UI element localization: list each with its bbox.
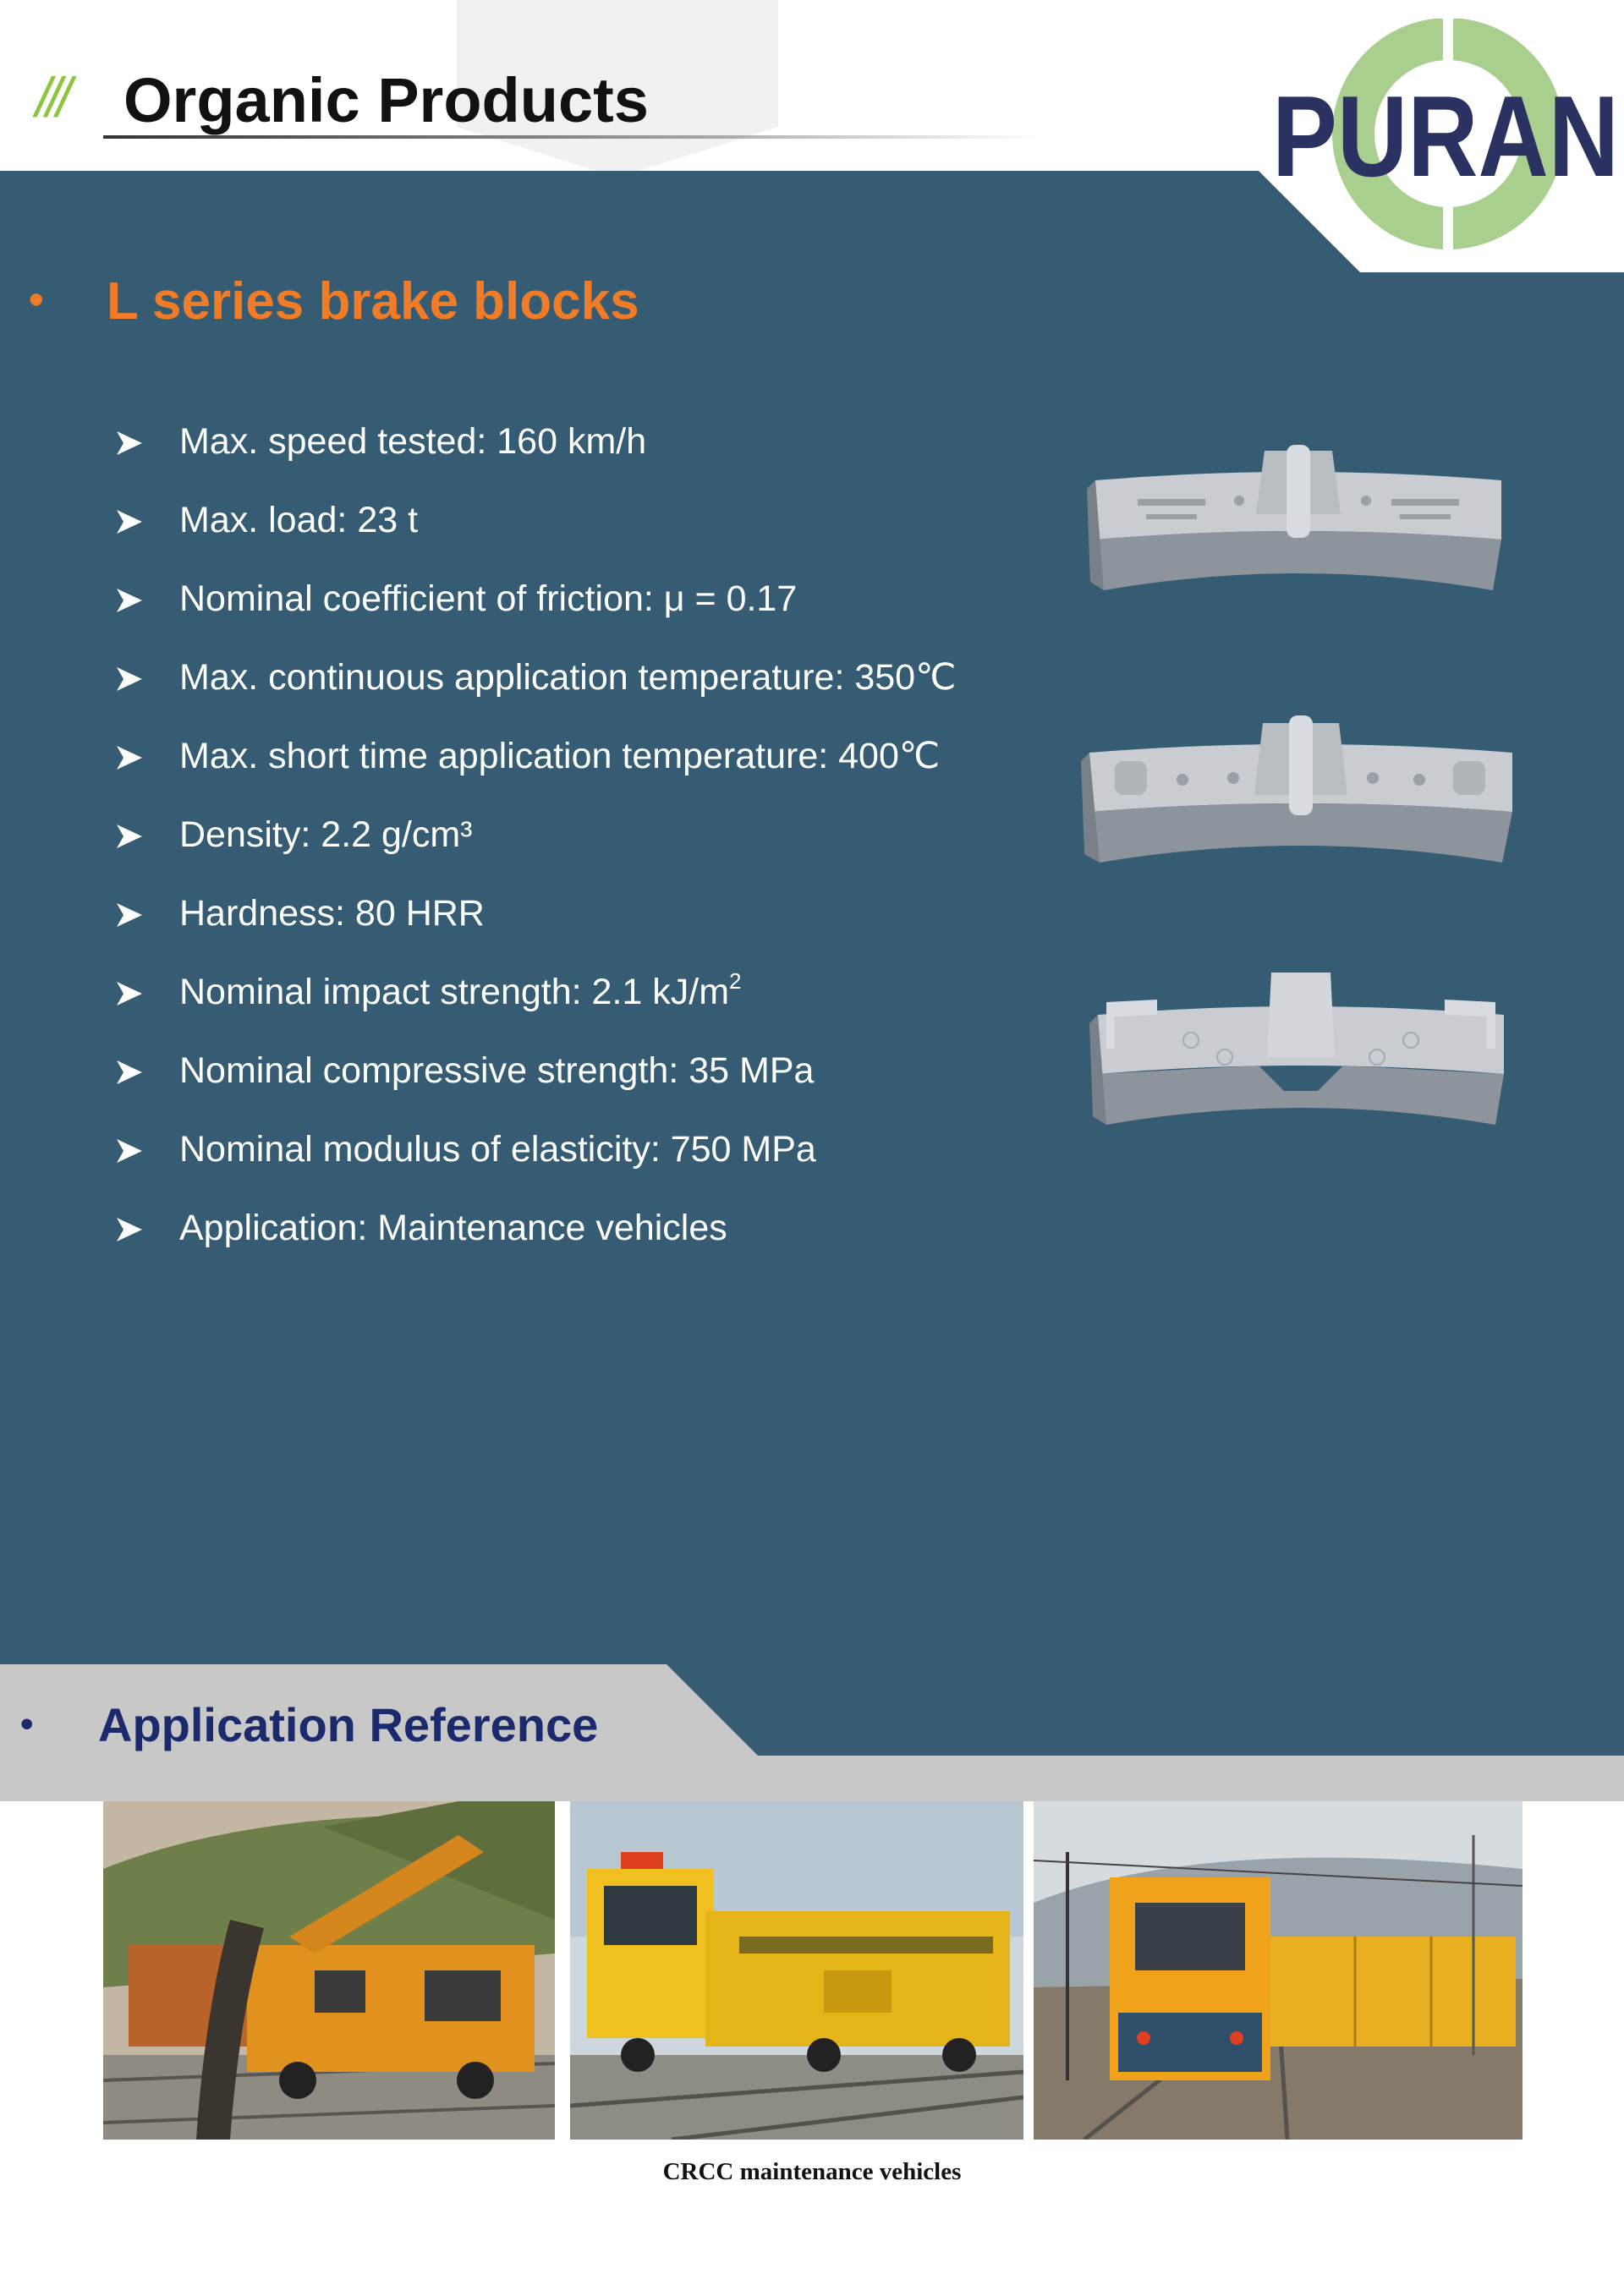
arrowhead-bullet-icon: [117, 890, 179, 927]
spec-item: [117, 575, 956, 654]
spec-text: Max. short time application temperature: 400℃: [179, 736, 941, 776]
tamping-machine-photo: [570, 1801, 1023, 2140]
title-slashes: ///: [36, 66, 68, 129]
spec-text: Nominal modulus of elasticity: 750 MPa: [179, 1129, 816, 1170]
photo-caption: CRCC maintenance vehicles: [662, 2158, 962, 2185]
spec-item: [117, 968, 956, 1047]
logo-text: PURAN: [1272, 72, 1619, 200]
application-title: Application Reference: [98, 1698, 599, 1751]
spec-list: [117, 418, 956, 1283]
spec-item: [117, 1126, 956, 1204]
spec-text: Hardness: 80 HRR: [179, 893, 485, 934]
arrowhead-bullet-icon: [117, 811, 179, 848]
arrowhead-bullet-icon: [117, 496, 179, 534]
arrowhead-bullet-icon: [117, 968, 179, 1006]
arrowhead-bullet-icon: [117, 732, 179, 770]
brake-block-holes-icon: [1081, 702, 1521, 871]
spec-item: [117, 418, 956, 496]
spec-text: Max. speed tested: 160 km/h: [179, 421, 647, 462]
spec-text: [179, 968, 742, 1016]
spec-text: Application: Maintenance vehicles: [179, 1208, 727, 1248]
spec-item: [117, 654, 956, 732]
brake-block-clip-icon: [1089, 964, 1512, 1133]
arrowhead-bullet-icon: [117, 418, 179, 455]
spec-text: Nominal coefficient of friction: μ = 0.17: [179, 578, 798, 619]
application-heading: [20, 1698, 599, 1751]
spec-text: Nominal compressive strength: 35 MPa: [179, 1050, 815, 1091]
spec-item: [117, 732, 956, 811]
spec-item: [117, 1204, 956, 1283]
spec-text-main: Nominal impact strength: 2.1 kJ/m: [179, 972, 730, 1012]
spec-item: [117, 811, 956, 890]
puran-logo: [1269, 19, 1624, 255]
page-title: Organic Products: [123, 65, 649, 135]
arrowhead-bullet-icon: [117, 654, 179, 691]
arrowhead-bullet-icon: [117, 1204, 179, 1241]
spec-item: [117, 496, 956, 575]
spec-item: [117, 1047, 956, 1126]
ballast-loader-photo: [103, 1801, 555, 2140]
section-bullet: •: [29, 276, 44, 323]
arrowhead-bullet-icon: [117, 1047, 179, 1084]
spec-superscript: 2: [729, 968, 742, 994]
spec-text: Max. load: 23 t: [179, 500, 419, 540]
spec-text: Max. continuous application temperature: 350℃: [179, 657, 957, 698]
arrowhead-bullet-icon: [117, 1126, 179, 1163]
maintenance-train-photo: [1034, 1801, 1522, 2140]
arrowhead-bullet-icon: [117, 575, 179, 612]
title-underline: [103, 135, 1042, 139]
spec-text: Density: 2.2 g/cm³: [179, 814, 473, 855]
section-title: L series brake blocks: [107, 272, 639, 331]
spec-item: [117, 890, 956, 968]
brake-block-grooved-icon: [1087, 430, 1510, 599]
application-bullet: •: [20, 1703, 34, 1745]
section-heading: [29, 272, 639, 331]
